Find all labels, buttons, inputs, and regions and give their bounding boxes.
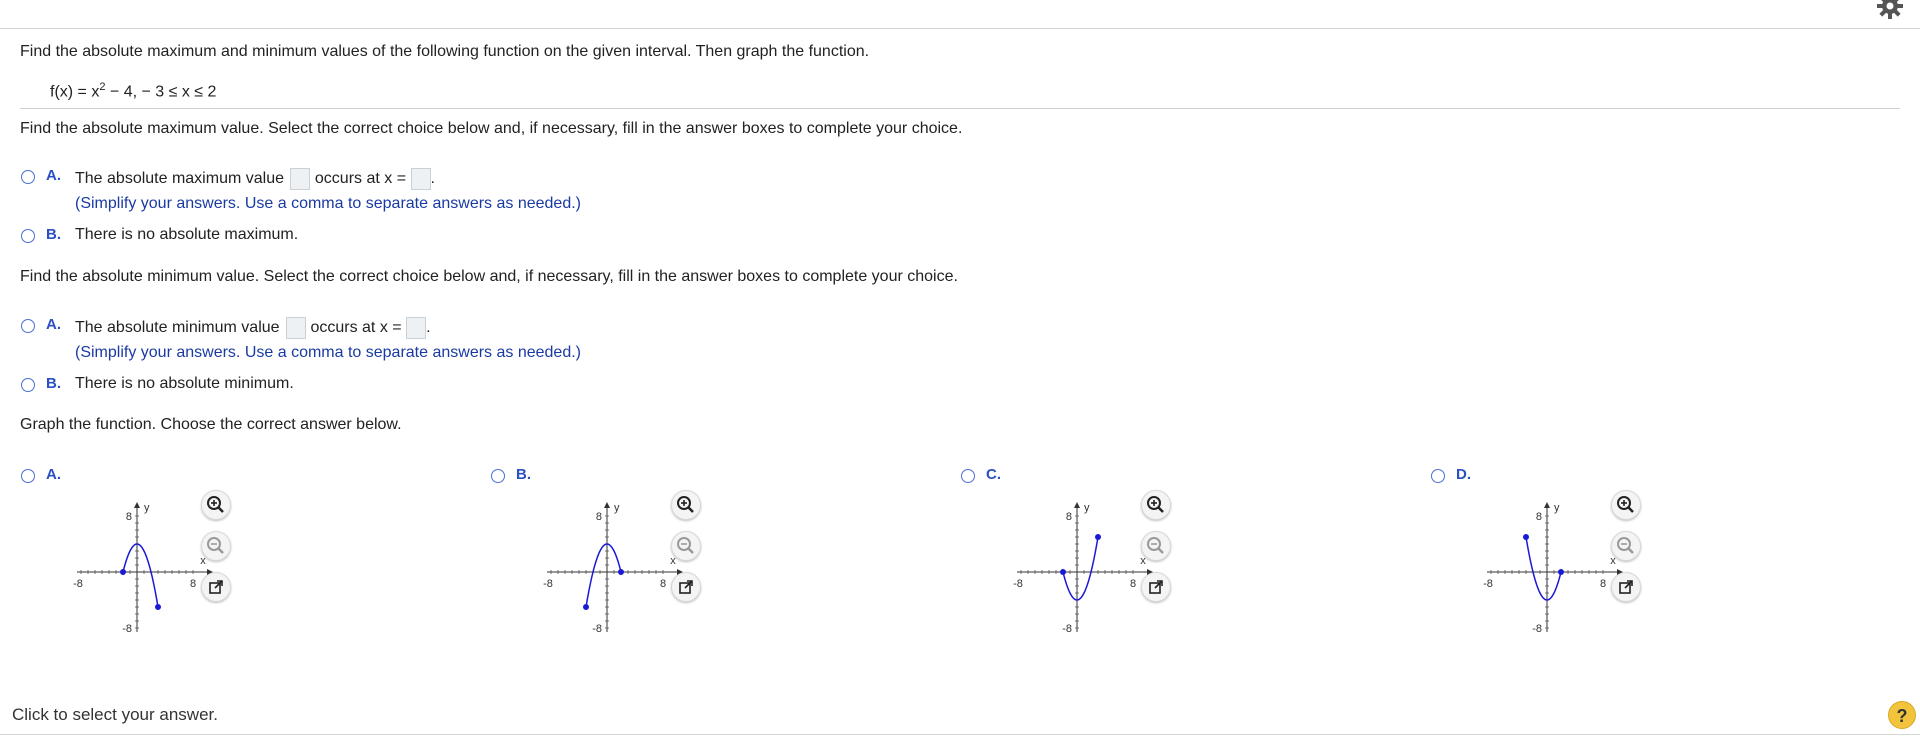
x-max-label: 8 [659,578,667,590]
graph-choice-1-plot[interactable] [45,488,206,638]
x-axis-label: x [670,555,676,567]
max-a-text-1: The absolute maximum value [75,170,284,188]
y-max-label: 8 [595,511,602,523]
top-divider [0,28,1920,29]
max-value-box[interactable] [290,168,310,190]
x-max-label: 8 [1599,578,1607,590]
max-prompt: Find the absolute maximum value. Select the correct choice below and, if necessary, fill in the answer boxes to complete your choice. [20,120,963,137]
help-icon[interactable]: ? [1888,701,1916,729]
zoom-in-icon[interactable] [1141,490,1171,520]
max-choice-a-radio[interactable] [21,168,35,186]
y-max-label: 8 [1065,511,1072,523]
x-axis-label: x [1610,555,1616,567]
curve-start-point [1523,534,1529,540]
x-max-label: 8 [1129,578,1137,590]
x-axis-label: x [1140,555,1146,567]
min-choice-b-letter: B. [46,375,61,392]
section-divider [20,108,1900,109]
function-curve [1063,537,1098,600]
min-choice-a-hint: (Simplify your answers. Use a comma to separate answers as needed.) [75,344,581,361]
max-choice-a-hint: (Simplify your answers. Use a comma to separate answers as needed.) [75,195,581,212]
min-choice-b-text: There is no absolute minimum. [75,375,294,392]
graph-choice-4-plot[interactable] [1455,488,1616,638]
min-a-text-1: The absolute minimum value [75,319,280,337]
min-value-box[interactable] [286,317,306,339]
y-min-label: -8 [122,623,132,635]
zoom-out-icon[interactable] [201,531,231,561]
graph-choice-3-plot[interactable] [985,488,1146,638]
zoom-in-icon[interactable] [1611,490,1641,520]
graph-choice-1-radio[interactable] [21,467,35,485]
function-curve [1526,537,1561,600]
min-prompt: Find the absolute minimum value. Select the correct choice below and, if necessary, fill in the answer boxes to complete your choice. [20,268,958,285]
zoom-out-icon[interactable] [671,531,701,561]
graph-choice-2-letter: B. [516,466,531,483]
bottom-divider [0,734,1920,735]
graph-choice-3-letter: C. [986,466,1001,483]
curve-start-point [583,604,589,610]
y-axis-arrow [604,502,610,508]
graph-choice-2-plot[interactable] [515,488,676,638]
x-min-label: -8 [73,578,83,590]
max-choice-b-text: There is no absolute maximum. [75,226,299,243]
y-axis-label: y [1554,502,1560,514]
curve-end-point [155,604,161,610]
y-axis-label: y [614,502,620,514]
curve-start-point [120,569,126,575]
zoom-in-icon[interactable] [671,490,701,520]
popout-icon[interactable] [1141,572,1171,602]
min-a-text-2: occurs at x = [310,319,402,337]
x-axis-label: x [200,555,206,567]
function-curve [123,544,158,607]
x-min-label: -8 [1013,578,1023,590]
function-curve [586,544,621,607]
zoom-out-icon[interactable] [1611,531,1641,561]
graph-choice-4-letter: D. [1456,466,1471,483]
y-axis-label: y [144,502,150,514]
y-axis-arrow [1074,502,1080,508]
zoom-out-icon[interactable] [1141,531,1171,561]
function-expression [50,81,216,101]
y-min-label: -8 [592,623,602,635]
y-max-label: 8 [125,511,132,523]
popout-icon[interactable] [671,572,701,602]
x-min-label: -8 [543,578,553,590]
zoom-in-icon[interactable] [201,490,231,520]
popout-icon[interactable] [201,572,231,602]
function-base: f(x) = x [50,83,100,101]
y-min-label: -8 [1062,623,1072,635]
min-choice-a-radio[interactable] [21,317,35,335]
x-min-label: -8 [1483,578,1493,590]
graph-choice-3-radio[interactable] [961,467,975,485]
max-x-box[interactable] [411,168,431,190]
function-rest: − 4, − 3 ≤ x ≤ 2 [105,83,217,101]
y-axis-label: y [1084,502,1090,514]
min-choice-a-letter: A. [46,316,61,333]
curve-end-point [618,569,624,575]
graph-choice-2-radio[interactable] [491,467,505,485]
y-axis-arrow [134,502,140,508]
max-choice-b-radio[interactable] [21,227,35,245]
function-exponent: 2 [99,81,106,93]
popout-icon[interactable] [1611,572,1641,602]
status-text: Click to select your answer. [12,705,218,724]
y-min-label: -8 [1532,623,1542,635]
min-x-box[interactable] [406,317,426,339]
question-instruction: Find the absolute maximum and minimum values of the following function on the given interval. Then graph the function. [20,43,870,60]
curve-end-point [1095,534,1101,540]
graph-choice-1-letter: A. [46,466,61,483]
min-a-text-3: . [426,319,431,337]
graph-choice-4-radio[interactable] [1431,467,1445,485]
gear-icon[interactable] [1876,0,1904,20]
x-max-label: 8 [189,578,197,590]
max-a-text-2: occurs at x = [314,170,407,188]
max-choice-a-text [75,168,435,190]
graph-prompt: Graph the function. Choose the correct answer below. [20,416,402,433]
curve-end-point [1558,569,1564,575]
y-axis-arrow [1544,502,1550,508]
max-choice-b-letter: B. [46,226,61,243]
min-choice-a-text [75,317,431,339]
min-choice-b-radio[interactable] [21,376,35,394]
max-a-text-3: . [430,170,435,188]
max-choice-a-letter: A. [46,167,61,184]
curve-start-point [1060,569,1066,575]
y-max-label: 8 [1535,511,1542,523]
